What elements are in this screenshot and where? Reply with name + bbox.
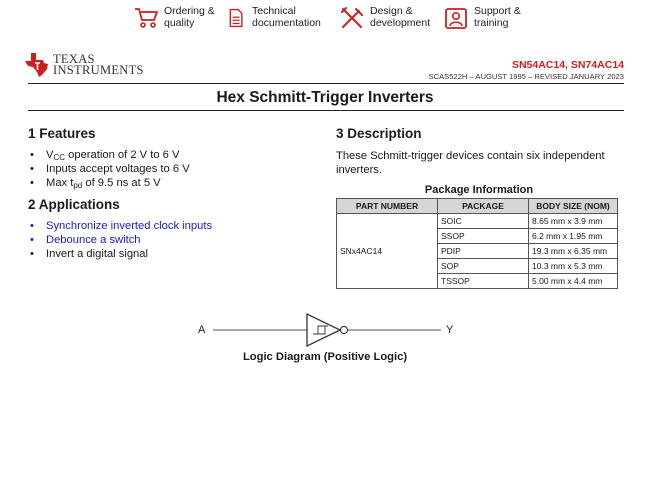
nav-design-line2: development (370, 16, 431, 29)
body-size-cell: 5.00 mm x 4.4 mm (529, 274, 618, 289)
package-cell: SOIC (438, 214, 529, 229)
nav-ordering-line2: quality (164, 16, 195, 29)
output-label: Y (446, 324, 454, 336)
inversion-bubble (340, 326, 347, 333)
body-size-cell: 6.2 mm x 1.95 mm (529, 229, 618, 244)
table-header-row (337, 199, 618, 214)
nav-support-training[interactable] (444, 6, 521, 30)
nav-ordering-line1: Ordering & (164, 5, 215, 17)
doc-id: SCAS522H – AUGUST 1995 – REVISED JANUARY 2023 (428, 72, 624, 81)
col-body-size: BODY SIZE (NOM) (529, 199, 618, 214)
title-rule (28, 110, 624, 111)
body-size-cell: 8.65 mm x 3.9 mm (529, 214, 618, 229)
package-table (336, 198, 618, 289)
logic-diagram (205, 310, 445, 350)
package-cell: SSOP (438, 229, 529, 244)
description-text: These Schmitt-trigger devices contain six independent inverters. (336, 150, 605, 176)
package-cell: TSSOP (438, 274, 529, 289)
application-item: • Invert a digital signal (28, 247, 212, 261)
nav-technical-documentation[interactable] (228, 6, 321, 30)
page-title: Hex Schmitt-Trigger Inverters (216, 89, 434, 106)
feature-item: • Inputs accept voltages to 6 V (28, 162, 190, 176)
nav-support-line2: training (474, 16, 509, 29)
application-link-sync-clock[interactable]: • Synchronize inverted clock inputs (28, 219, 212, 233)
col-package: PACKAGE (438, 199, 529, 214)
nav-design-line1: Design & (370, 5, 413, 17)
part-numbers[interactable]: SN54AC14, SN74AC14 (511, 59, 624, 71)
package-table-caption: Package Information (424, 184, 534, 196)
package-cell: PDIP (438, 244, 529, 259)
applications-heading: 2 Applications (28, 197, 120, 212)
table-row (337, 214, 618, 229)
nav-design-development[interactable] (340, 6, 430, 30)
ti-logo[interactable] (24, 52, 144, 78)
cart-icon (134, 6, 160, 30)
feature-item: • Max $t_{pd}$ of 9.5 ns at 5 V (28, 176, 190, 190)
nav-technical-line1: Technical (252, 5, 296, 17)
description-heading: 3 Description (336, 126, 422, 141)
body-size-cell: 10.3 mm x 5.3 mm (529, 259, 618, 274)
features-list (28, 148, 190, 190)
nav-technical-line2: documentation (252, 16, 321, 29)
applications-list (28, 219, 212, 261)
header-rule (28, 83, 624, 84)
texas-state-icon (24, 52, 50, 78)
inverter-triangle (307, 314, 340, 346)
brand-line2: INSTRUMENTS (53, 63, 144, 77)
application-link-debounce[interactable]: • Debounce a switch (28, 233, 212, 247)
features-heading: 1 Features (28, 126, 96, 141)
support-icon (444, 6, 470, 30)
nav-ordering-quality[interactable] (134, 6, 215, 30)
diagram-caption: Logic Diagram (Positive Logic) (242, 351, 408, 363)
nav-support-line1: Support & (474, 5, 521, 17)
brand-line1: TEXAS (53, 52, 95, 66)
feature-item: • $V_{CC}$ operation of 2 V to 6 V (28, 148, 190, 162)
part-number-cell: SNx4AC14 (337, 214, 438, 289)
document-icon (228, 6, 248, 30)
package-cell: SOP (438, 259, 529, 274)
tools-icon (340, 6, 366, 30)
col-part-number: PART NUMBER (337, 199, 438, 214)
input-label: A (198, 324, 206, 336)
body-size-cell: 19.3 mm x 6.35 mm (529, 244, 618, 259)
